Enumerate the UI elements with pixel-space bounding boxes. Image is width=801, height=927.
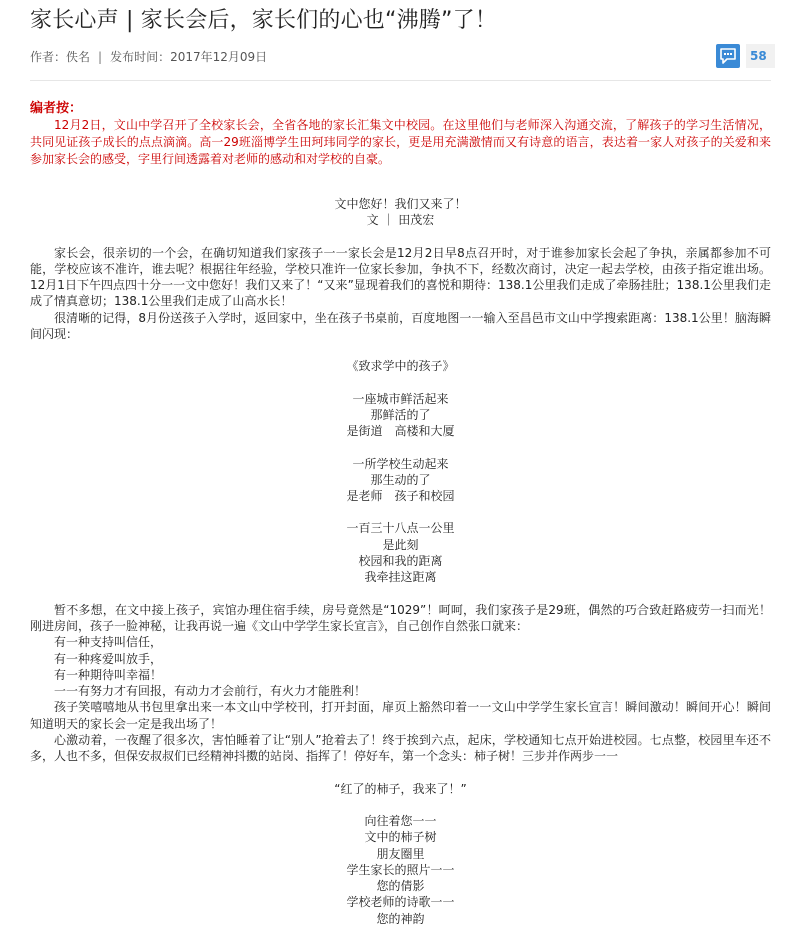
declaration-line: 有一种支持叫信任， [54, 635, 163, 650]
spacer [30, 797, 771, 813]
editor-note-text: 12月2日，文山中学召开了全校家长会，全省各地的家长汇集文中校园。在这里他们与老师深入沟通交流，了解孩子的学习生活情况，共同见证孩子成长的点点滴滴。高一29班淄博学生田珂玮同学的家长，更是用充满激情而又有诗意的语言，表达着一家人对孩子的关爱和来参加家长会的感受，字里行间透露着对老师的感动和对学校的自豪。 [30, 118, 771, 166]
spacer [30, 229, 771, 245]
poem-line: 一座城市鲜活起来 [352, 391, 449, 406]
spacer [30, 342, 771, 358]
poem-line: 那生动的了 [370, 472, 431, 487]
poem-line: 向往着您一一 [364, 813, 437, 828]
poem-line: 学校老师的诗歌一一 [346, 895, 455, 910]
divider [30, 80, 771, 81]
poem-2-title: “红了的柿子，我来了！” [334, 781, 467, 796]
poem-line: 一百三十八点一公里 [346, 521, 455, 536]
meta-separator: | [98, 50, 103, 64]
editor-note-label: 编者按： [30, 101, 83, 116]
declaration-line: 一一有努力才有回报，有动力才会前行，有火力才能胜利！ [54, 684, 367, 699]
spacer [30, 586, 771, 602]
publish-time: 发布时间：2017年12月09日 [110, 50, 268, 64]
poem-line: 是此刻 [382, 537, 419, 552]
paragraph-5: 心激动着，一夜醒了很多次，害怕睡着了让“别人”抢着去了！终于挨到六点，起床，学校通知七点开始进校园。七点整，校园里车还不多，人也不多，但保安叔叔们已经精神抖擞的站岗、指挥了！停好车，第一个念头：柿子树！三步并作两步一一 [30, 733, 771, 764]
poem-line: 文中的柿子树 [364, 830, 437, 845]
article-body [30, 196, 771, 927]
poem-line: 朋友圈里 [376, 846, 425, 861]
poem-line: 您的神韵 [376, 911, 425, 926]
poem-line: 一所学校生动起来 [352, 456, 449, 471]
article-meta [30, 49, 267, 65]
declaration-line: 有一种疼爱叫放手， [54, 651, 163, 666]
paragraph-2: 很清晰的记得，8月份送孩子入学时，返回家中，坐在孩子书桌前，百度地图一一输入至昌邑市文山中学搜索距离：138.1公里！脑海瞬间闪现： [30, 310, 771, 342]
article-title: 家长心声 | 家长会后，家长们的心也“沸腾”了！ [30, 8, 497, 33]
poem-line: 我牵挂这距离 [364, 570, 437, 585]
comment-icon[interactable] [716, 44, 740, 68]
author: 作者：佚名 [30, 50, 91, 64]
editor-note [30, 100, 771, 168]
spacer [30, 375, 771, 391]
spacer [30, 440, 771, 456]
essay-byline: 文 ｜ 田茂宏 [366, 213, 435, 228]
declaration-line: 有一种期待叫幸福！ [54, 667, 163, 682]
paragraph-4: 孩子笑嘻嘻地从书包里拿出来一本文山中学校刊，打开封面，扉页上豁然印着一一文山中学学生家长宣言！瞬间激动！瞬间开心！瞬间知道明天的家长会一定是我出场了！ [30, 700, 771, 731]
paragraph-1: 家长会，很亲切的一个会，在确切知道我们家孩子一一家长会是12月2日早8点召开时，对于谁参加家长会起了争执，亲属都参加不可能，学校应该不准许，谁去呢？根据往年经验，学校只准许一位家长参加，争执不下，经数次商讨，决定一起去学校，由孩子指定谁出场。12月1日下午四点四十分一一文中您好！我们又来了！“又来”显现着我们的喜悦和期待：138.1公里我们走成了牵肠挂肚；138.1公里我们走成了情真意切；138.1公里我们走成了山高水长！ [30, 245, 771, 309]
essay-heading: 文中您好！我们又来了！ [334, 197, 467, 211]
poem-line: 您的倩影 [376, 879, 425, 894]
spacer [30, 765, 771, 781]
comment-button[interactable] [716, 44, 775, 68]
poem-1 [30, 391, 771, 586]
poem-line: 是街道 高楼和大厦 [346, 424, 455, 439]
poem-line: 那鲜活的了 [370, 407, 431, 422]
poem-line: 校园和我的距离 [358, 554, 443, 569]
poem-line: 是老师 孩子和校园 [346, 489, 455, 504]
poem-2 [30, 813, 771, 927]
poem-1-title: 《致求学中的孩子》 [346, 359, 455, 374]
spacer [30, 504, 771, 520]
comment-count[interactable]: 58 [746, 44, 775, 68]
poem-line: 学生家长的照片一一 [346, 862, 455, 877]
paragraph-3: 暂不多想，在文中接上孩子，宾馆办理住宿手续，房号竟然是“1029”！呵呵，我们家孩子是29班，偶然的巧合致赶路疲劳一扫而光！刚进房间，孩子一脸神秘，让我再说一遍《文山中学学生家长宣言》，自己创作自然张口就来： [30, 602, 771, 633]
